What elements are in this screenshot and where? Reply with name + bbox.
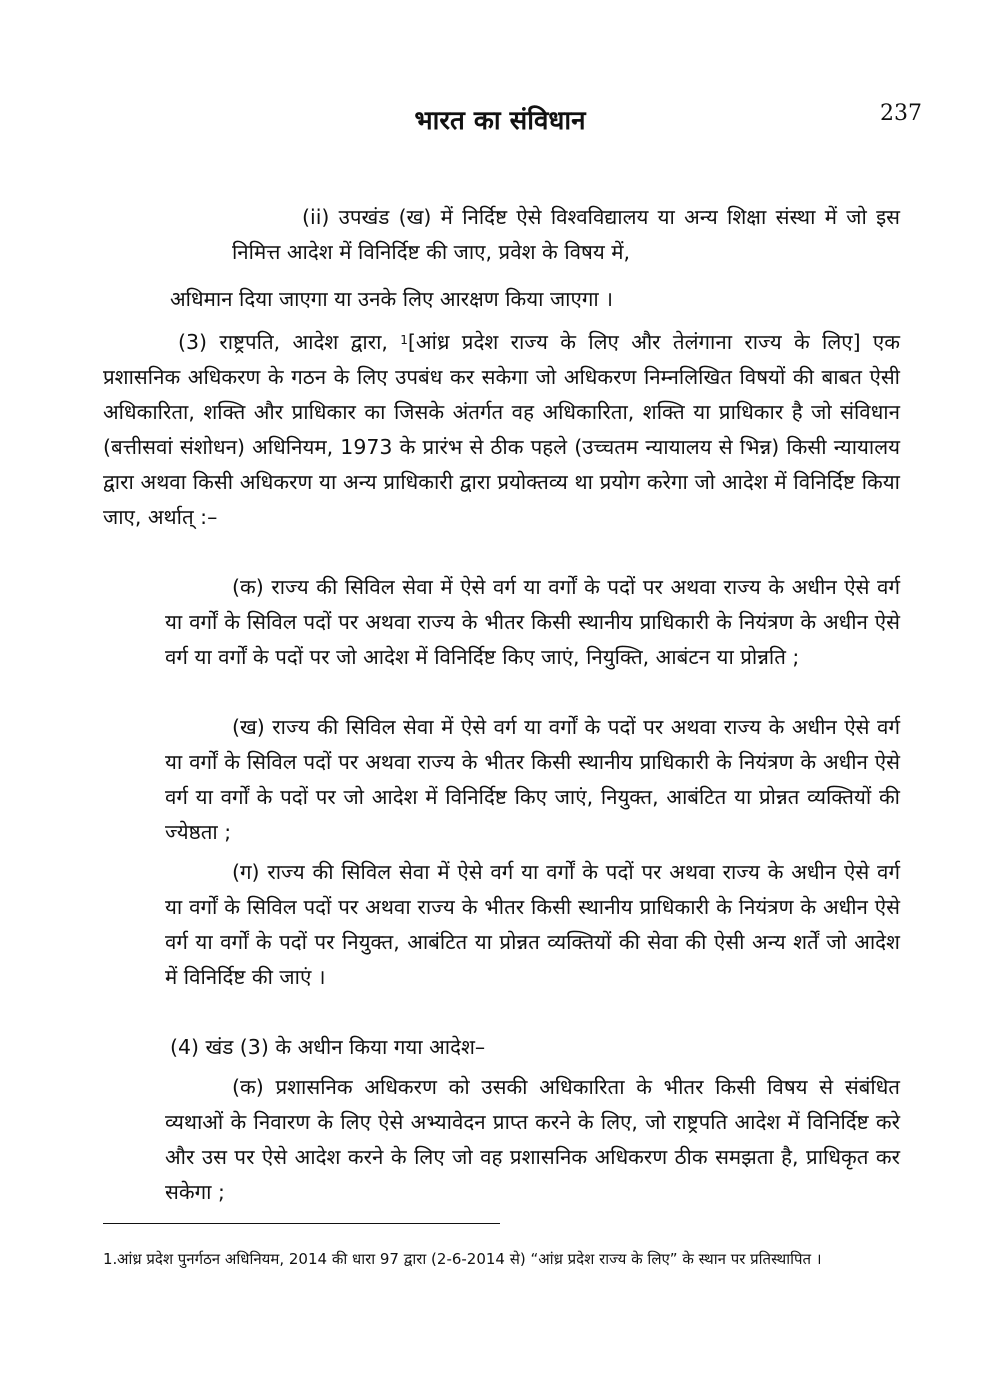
footnote-number: 1. — [103, 1250, 118, 1268]
continuation-text: अधिमान दिया जाएगा या उनके लिए आरक्षण किया जाएगा । — [170, 287, 613, 311]
clause-3-prefix: (3) राष्ट्रपति, आदेश द्वारा, — [178, 330, 401, 354]
page-title: भारत का संविधान — [414, 106, 586, 136]
subclause-ka: (क) राज्य की सिविल सेवा में ऐसे वर्ग या वर्गों के पदों पर अथवा राज्य के अधीन ऐसे वर्ग या वर्गों के सिविल पदों पर अथवा राज्य के भीतर किसी स्थानीय प्राधिकारी के नियंत्रण के अधीन ऐसे वर्ग या वर्गों के पदों पर जो आदेश में विनिर्दिष्ट किए जाएं, नियुक्ति, आबंटन या प्रोन्नति ; — [165, 575, 900, 669]
clause-4: (4) खंड (3) के अधीन किया गया आदेश– — [170, 1035, 486, 1059]
clause-ii: (ii) उपखंड (ख) में निर्दिष्ट ऐसे विश्वविद्यालय या अन्य शिक्षा संस्था में जो इस निमित्त आदेश में विनिर्दिष्ट की जाए, प्रवेश के विषय में, — [232, 205, 900, 264]
footnote-divider — [103, 1223, 500, 1224]
clause-3-text: [आंध्र प्रदेश राज्य के लिए और तेलंगाना राज्य के लिए] एक प्रशासनिक अधिकरण के गठन के लिए उपबंध कर सकेगा जो अधिकरण निम्नलिखित विषयों की बाबत ऐसी अधिकारिता, शक्ति और प्राधिकार का जिसके अंतर्गत वह अधिकारिता, शक्ति या प्राधिकार है जो संविधान (बत्तीसवां संशोधन) अधिनियम, 1973 के प्रारंभ से ठीक पहले (उच्चतम न्यायालय से भिन्न) किसी न्यायालय द्वारा अथवा किसी अधिकरण या अन्य प्राधिकारी द्वारा प्रयोक्तव्य था प्रयोग करेगा जो आदेश में विनिर्दिष्ट किया जाए, अर्थात् :– — [103, 330, 900, 529]
page-number: 237 — [880, 101, 922, 126]
clause-4-subclause-ka: (क) प्रशासनिक अधिकरण को उसकी अधिकारिता के भीतर किसी विषय से संबंधित व्यथाओं के निवारण के लिए ऐसे अभ्यावेदन प्राप्त करने के लिए, जो राष्ट्रपति आदेश में विनिर्दिष्ट करे और उस पर ऐसे आदेश करने के लिए जो वह प्रशासनिक अधिकरण ठीक समझता है, प्राधिकृत कर सकेगा ; — [165, 1075, 900, 1204]
subclause-kha: (ख) राज्य की सिविल सेवा में ऐसे वर्ग या वर्गों के पदों पर अथवा राज्य के अधीन ऐसे वर्ग या वर्गों के सिविल पदों पर अथवा राज्य के भीतर किसी स्थानीय प्राधिकारी के नियंत्रण के अधीन ऐसे वर्ग या वर्गों के पदों पर जो आदेश में विनिर्दिष्ट किए जाएं, नियुक्त, आबंटित या प्रोन्नत व्यक्तियों की ज्येष्ठता ; — [165, 715, 900, 844]
subclause-ga: (ग) राज्य की सिविल सेवा में ऐसे वर्ग या वर्गों के पदों पर अथवा राज्य के अधीन ऐसे वर्ग या वर्गों के सिविल पदों पर अथवा राज्य के भीतर किसी स्थानीय प्राधिकारी के नियंत्रण के अधीन ऐसे वर्ग या वर्गों के पदों पर नियुक्त, आबंटित या प्रोन्नत व्यक्तियों की सेवा की ऐसी अन्य शर्तें जो आदेश में विनिर्दिष्ट की जाएं । — [165, 860, 900, 989]
footnote-reference[interactable]: 1 — [400, 333, 408, 347]
clause-3 — [103, 325, 900, 535]
footnote-text: आंध्र प्रदेश पुनर्गठन अधिनियम, 2014 की धारा 97 द्वारा (2-6-2014 से) “आंध्र प्रदेश राज्य के लिए” के स्थान पर प्रतिस्थापित । — [117, 1250, 822, 1268]
footnote — [103, 1247, 900, 1272]
